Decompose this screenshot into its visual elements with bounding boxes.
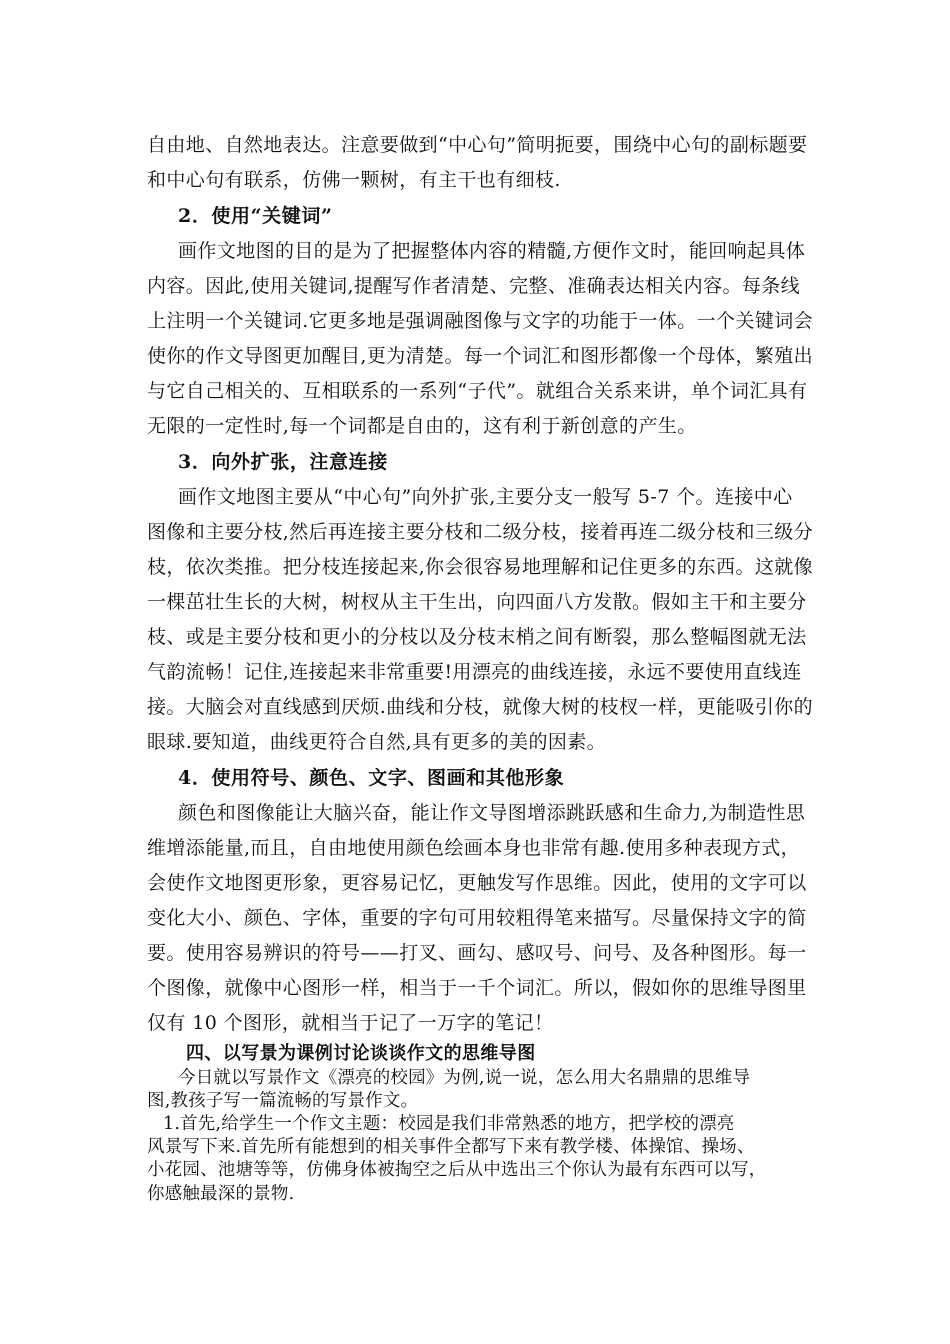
- paragraph-line: 今日就以写景作文《漂亮的校园》为例,说一说，怎么用大名鼎鼎的思维导: [178, 1068, 751, 1088]
- paragraph-line: 颜色和图像能让大脑兴奋，能让作文导图增添跳跃感和生命力,为制造性思: [178, 802, 806, 824]
- paragraph-line: 气韵流畅！记住,连接起来非常重要!用漂亮的曲线连接，永远不要使用直线连: [147, 661, 802, 683]
- paragraph-line: 变化大小、颜色、字体，重要的字句可用较粗得笔来描写。尽量保持文字的简: [147, 907, 807, 929]
- section-heading-2: 2．使用“关键词”: [178, 205, 333, 227]
- section-heading-4: 4．使用符号、颜色、文字、图画和其他形象: [178, 767, 565, 789]
- paragraph-line: 维增添能量,而且，自由地使用颜色绘画本身也非常有趣.使用多种表现方式，: [147, 837, 801, 859]
- paragraph-line: 仅有 10 个图形，就相当于记了一万字的笔记！: [147, 1012, 554, 1034]
- paragraph-line: 图像和主要分枝,然后再连接主要分枝和二级分枝，接着再连二级分枝和三级分: [147, 521, 814, 543]
- paragraph-line: 画作文地图的目的是为了把握整体内容的精髓,方便作文时，能回响起具体: [178, 240, 806, 262]
- paragraph-line: 枝、或是主要分枝和更小的分枝以及分枝末梢之间有断裂，那么整幅图就无法: [147, 626, 807, 648]
- paragraph-line: 使你的作文导图更加醒目,更为清楚。每一个词汇和图形都像一个母体，繁殖出: [147, 345, 814, 367]
- paragraph-line: 个图像，就像中心图形一样，相当于一千个词汇。所以，假如你的思维导图里: [147, 977, 807, 999]
- paragraph-line: 与它自己相关的、互相联系的一系列“子代”。就组合关系来讲，单个词汇具有: [147, 380, 808, 402]
- paragraph-line: 小花园、池塘等等，仿佛身体被掏空之后从中选出三个你认为最有东西可以写，: [147, 1160, 767, 1180]
- paragraph-line: 无限的一定性时,每一个词都是自由的，这有利于新创意的产生。: [147, 415, 697, 437]
- paragraph-line: 内容。因此,使用关键词,提醒写作者清楚、完整、准确表达相关内容。每条线: [147, 275, 801, 297]
- paragraph-line: 风景写下来.首先所有能想到的相关事件全都写下来有教学楼、体操馆、操场、: [147, 1137, 755, 1157]
- paragraph-line: 会使作文地图更形象，更容易记忆，更触发写作思维。因此，使用的文字可以: [147, 872, 807, 894]
- section-heading-3: 3．向外扩张，注意连接: [178, 451, 388, 473]
- paragraph-line: 1.首先,给学生一个作文主题：校园是我们非常熟悉的地方，把学校的漂亮: [163, 1114, 735, 1134]
- paragraph-line: 和中心句有联系，仿佛一颗树，有主干也有细枝.: [147, 169, 561, 191]
- paragraph-line: 接。大脑会对直线感到厌烦.曲线和分枝，就像大树的枝杈一样，更能吸引你的: [147, 696, 814, 718]
- paragraph-line: 你感触最深的景物.: [147, 1184, 295, 1204]
- paragraph-line: 枝，依次类推。把分枝连接起来,你会很容易地理解和记住更多的东西。这就像: [147, 556, 814, 578]
- paragraph-line: 眼球.要知道，曲线更符合自然,具有更多的美的因素。: [147, 731, 607, 753]
- paragraph-line: 自由地、自然地表达。注意要做到“中心句”简明扼要，围绕中心句的副标题要: [147, 134, 808, 156]
- paragraph-line: 图,教孩子写一篇流畅的写景作文。: [147, 1091, 419, 1111]
- paragraph-line: 一棵茁壮生长的大树，树杈从主干生出，向四面八方发散。假如主干和主要分: [147, 591, 807, 613]
- paragraph-line: 上注明一个关键词.它更多地是强调融图像与文字的功能于一体。一个关键词会: [147, 310, 814, 332]
- paragraph-line: 画作文地图主要从“中心句”向外扩张,主要分支一般写 5-7 个。连接中心: [178, 486, 793, 508]
- paragraph-line: 要。使用容易辨识的符号——打叉、画勾、感叹号、问号、及各种图形。每一: [147, 942, 807, 964]
- section-heading-four: 四、以写景为课例讨论谈谈作文的思维导图: [186, 1043, 536, 1064]
